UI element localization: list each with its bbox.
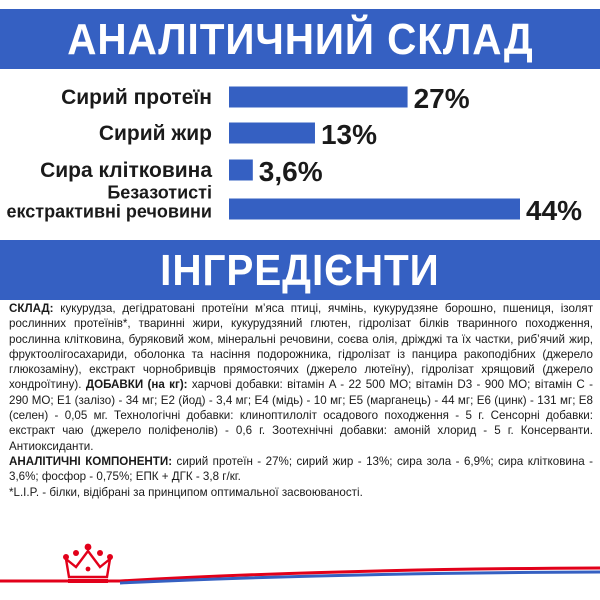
footnote: *L.I.P. - білки, відібрані за принципом оптимальної засвоюваності. — [9, 485, 363, 499]
bar-1 — [229, 123, 315, 144]
composition-paragraph — [9, 301, 593, 454]
bar-2 — [229, 160, 253, 181]
analysis-chart — [0, 69, 600, 240]
category-label-2: Сира клітковина — [40, 159, 212, 182]
category-label-3-line-0: Безазотисті — [107, 182, 212, 203]
category-label-1: Сирий жир — [98, 122, 212, 145]
composition-label: СКЛАД: — [9, 302, 54, 315]
bar-3 — [229, 199, 520, 220]
additives-text: харчові добавки: вітамін A - 22 500 МО; вітамін D3 - 900 МО; вітамін C - 290 МО; E1 (залізо) - 34 мг; E2 (йод) - 3,4 мг; E4 (мідь) - 10 мг; E5 (марганець) - 44 мг; E6 (цинк) - 131 мг; E8 (селен) - 0,05 мг. Технологічні добавки: клиноптилоліт осадового походження - 5 г. Сенсорні добавки: екстракт чаю (джерело поліфенолів) - 0,6 г. Зоотехнічні добавки: амоній хлорид - 5 г. Консерванти. Антиоксиданти. — [9, 378, 593, 453]
bar-0 — [229, 87, 408, 108]
analytic-text: сирий протеїн - 27%; сирий жир - 13%; сира зола - 6,9%; сира клітковина - 3,6%; фосфор - 0,75%; ЕПК + ДГК - 3,8 г/кг. — [9, 454, 593, 484]
value-label-0: 27% — [413, 83, 470, 114]
ingredients-text — [9, 301, 593, 500]
analysis-banner — [0, 9, 600, 69]
value-label-3: 44% — [526, 195, 583, 226]
value-label-2: 3,6% — [258, 156, 323, 187]
brand-footer — [0, 535, 600, 600]
category-label-0: Сирий протеїн — [61, 86, 212, 109]
additives-label: ДОБАВКИ (на кг): — [81, 378, 188, 392]
ingredients-title: ІНГРЕДІЄНТИ — [160, 246, 440, 295]
ingredients-banner — [0, 240, 600, 300]
composition-text: кукурудза, дегідратовані протеїни м’яса птиці, ячмінь, кукурудзяне борошно, пшениця, ізолят рослинних протеїнів*, тваринні жири, кукурудзяний глютен, гідролізат білків тваринного походження, рослинна клітковина, буряковий жом, мінеральні речовини, соєва олія, дріжджі та їх частки, риб’ячий жир, фруктоолігосахариди, оболонка та насіння подорожника, гідролізат із панцира ракоподібних (джерело глюкозаміну), екстракт чорнобривців прямостоячих (джерело лютеїну), гідролізат хрящовий (джерело хондроїтину). — [9, 302, 593, 392]
value-label-1: 13% — [320, 119, 378, 150]
analytic-label: АНАЛІТИЧНІ КОМПОНЕНТИ: — [9, 454, 173, 468]
analysis-title: АНАЛІТИЧНИЙ СКЛАД — [66, 15, 534, 64]
category-label-3-line-1: екстрактивні речовини — [6, 201, 212, 222]
crown-icon — [63, 544, 113, 583]
analytic-paragraph — [9, 454, 593, 485]
